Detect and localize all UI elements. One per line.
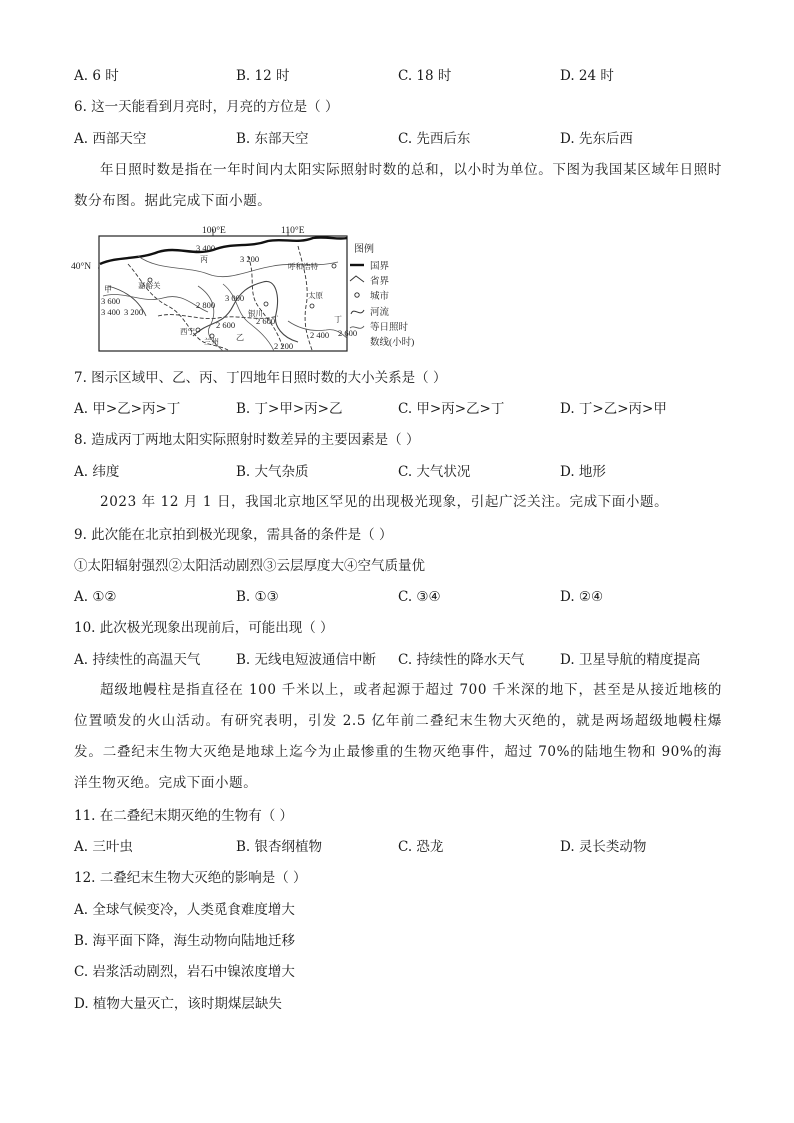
q7-option-a[interactable]: A. 甲>乙>丙>丁 [74, 401, 181, 417]
q11-stem: 11. 在二叠纪末期灭绝的生物有（ ） [74, 808, 294, 824]
q9-conditions: ①太阳辐射强烈②太阳活动剧烈③云层厚度大④空气质量优 [74, 558, 425, 574]
lon-label-110: 110°E [281, 226, 305, 236]
q12-stem: 12. 二叠纪末生物大灭绝的影响是（ ） [74, 870, 307, 886]
q11-option-b[interactable]: B. 银杏纲植物 [236, 839, 323, 855]
city-jiayuguan: 嘉峪关 [138, 281, 161, 290]
q7-option-d[interactable]: D. 丁>乙>丙>甲 [560, 401, 667, 417]
legend-province-border: 省界 [370, 277, 390, 287]
legend-national-border: 国界 [370, 262, 390, 272]
sunshine-map-figure [71, 226, 430, 354]
q11-option-c[interactable]: C. 恐龙 [398, 839, 444, 855]
q5-option-d[interactable]: D. 24 时 [560, 68, 614, 84]
city-lanzhou: 兰州 [204, 337, 219, 346]
q5-option-c[interactable]: C. 18 时 [398, 68, 452, 84]
svg-text:3 400: 3 400 [101, 307, 121, 317]
region-label-yi: 乙 [236, 333, 244, 342]
svg-text:3 600: 3 600 [101, 296, 121, 306]
city-yinchuan: 银川 [248, 309, 263, 318]
legend-river: 河流 [370, 308, 390, 318]
q7-option-b[interactable]: B. 丁>甲>丙>乙 [236, 401, 343, 417]
q5-option-b[interactable]: B. 12 时 [236, 68, 290, 84]
q8-option-d[interactable]: D. 地形 [560, 464, 606, 480]
region-label-bing: 丙 [200, 255, 208, 264]
q10-option-d[interactable]: D. 卫星导航的精度提高 [560, 652, 701, 668]
legend-city: 城市 [370, 292, 390, 302]
q10-option-c[interactable]: C. 持续性的降水天气 [398, 652, 525, 668]
national-border [100, 237, 347, 264]
q9-stem: 9. 此次能在北京拍到极光现象，需具备的条件是（ ） [74, 527, 393, 543]
svg-text:3 200: 3 200 [124, 307, 144, 317]
intro-mantle-plume: 超级地幔柱是指直径在 100 千米以上，或者起源于超过 700 千米深的地下，甚至是从接近地核的位置喷发的火山活动。有研究表明，引发 2.5 亿年前二叠纪末生物大灭绝的，就是两场超级地幔柱爆发。二叠纪末生物大灭绝是地球上迄今为止最惨重的生物灭绝事件，超过 70%的陆地生物和 90%的海洋生物灭绝。完成下面小题。 [74, 682, 722, 791]
q9-option-a[interactable]: A. ①② [74, 589, 117, 605]
q6-option-d[interactable]: D. 先东后西 [560, 131, 633, 147]
city-taiyuan: 太原 [308, 291, 323, 300]
svg-text:3 400: 3 400 [196, 243, 216, 253]
q5-option-a[interactable]: A. 6 时 [74, 68, 119, 84]
svg-text:2 600: 2 600 [256, 316, 276, 326]
q12-option-a[interactable]: A. 全球气候变冷，人类觅食难度增大 [74, 902, 295, 918]
svg-text:3 200: 3 200 [240, 254, 260, 264]
q7-option-c[interactable]: C. 甲>丙>乙>丁 [398, 401, 505, 417]
legend-isoline: 等日照时 [370, 323, 409, 333]
q9-option-c[interactable]: C. ③④ [398, 589, 441, 605]
svg-text:2 200: 2 200 [274, 341, 294, 351]
q12-option-c[interactable]: C. 岩浆活动剧烈，岩石中镍浓度增大 [74, 964, 295, 980]
q11-option-a[interactable]: A. 三叶虫 [74, 839, 133, 855]
region-label-ding: 丁 [334, 315, 342, 324]
q11-option-d[interactable]: D. 灵长类动物 [560, 839, 647, 855]
svg-text:2 800: 2 800 [196, 300, 216, 310]
q10-stem: 10. 此次极光现象出现前后，可能出现（ ） [74, 620, 334, 636]
q12-option-b[interactable]: B. 海平面下降，海生动物向陆地迁移 [74, 933, 296, 949]
svg-text:2 600: 2 600 [338, 328, 358, 338]
q8-option-c[interactable]: C. 大气状况 [398, 464, 471, 480]
intro-aurora: 2023 年 12 月 1 日，我国北京地区罕见的出现极光现象，引起广泛关注。完成下面小题。 [100, 494, 669, 510]
q9-option-d[interactable]: D. ②④ [560, 589, 604, 605]
q12-option-d[interactable]: D. 植物大量灭亡，该时期煤层缺失 [74, 996, 282, 1012]
q8-stem: 8. 造成丙丁两地太阳实际照射时数差异的主要因素是（ ） [74, 432, 420, 448]
q7-stem: 7. 图示区域甲、乙、丙、丁四地年日照时数的大小关系是（ ） [74, 370, 447, 386]
q10-option-b[interactable]: B. 无线电短波通信中断 [236, 652, 377, 668]
svg-text:2 600: 2 600 [216, 320, 236, 330]
region-label-jia: 甲 [104, 285, 112, 294]
q6-stem: 6. 这一天能看到月亮时，月亮的方位是（ ） [74, 99, 339, 115]
lon-label-100: 100°E [202, 226, 226, 236]
svg-text:3 000: 3 000 [225, 293, 245, 303]
city-hohhot: 呼和浩特 [288, 262, 318, 271]
q6-option-b[interactable]: B. 东部天空 [236, 131, 309, 147]
city-xining: 西宁 [180, 327, 195, 336]
lat-label-40n: 40°N [71, 262, 92, 272]
q10-option-a[interactable]: A. 持续性的高温天气 [74, 652, 201, 668]
q8-option-a[interactable]: A. 纬度 [74, 464, 120, 480]
intro-sunshine: 年日照时数是指在一年时间内太阳实际照射时数的总和，以小时为单位。下图为我国某区域年日照时数分布图。据此完成下面小题。 [74, 162, 722, 209]
q9-option-b[interactable]: B. ①③ [236, 589, 279, 605]
q6-option-c[interactable]: C. 先西后东 [398, 131, 471, 147]
q6-option-a[interactable]: A. 西部天空 [74, 131, 147, 147]
svg-text:2 400: 2 400 [310, 330, 330, 340]
q8-option-b[interactable]: B. 大气杂质 [236, 464, 309, 480]
legend-isoline-unit: 数线(小时) [370, 338, 415, 348]
legend-title: 图例 [354, 244, 374, 255]
